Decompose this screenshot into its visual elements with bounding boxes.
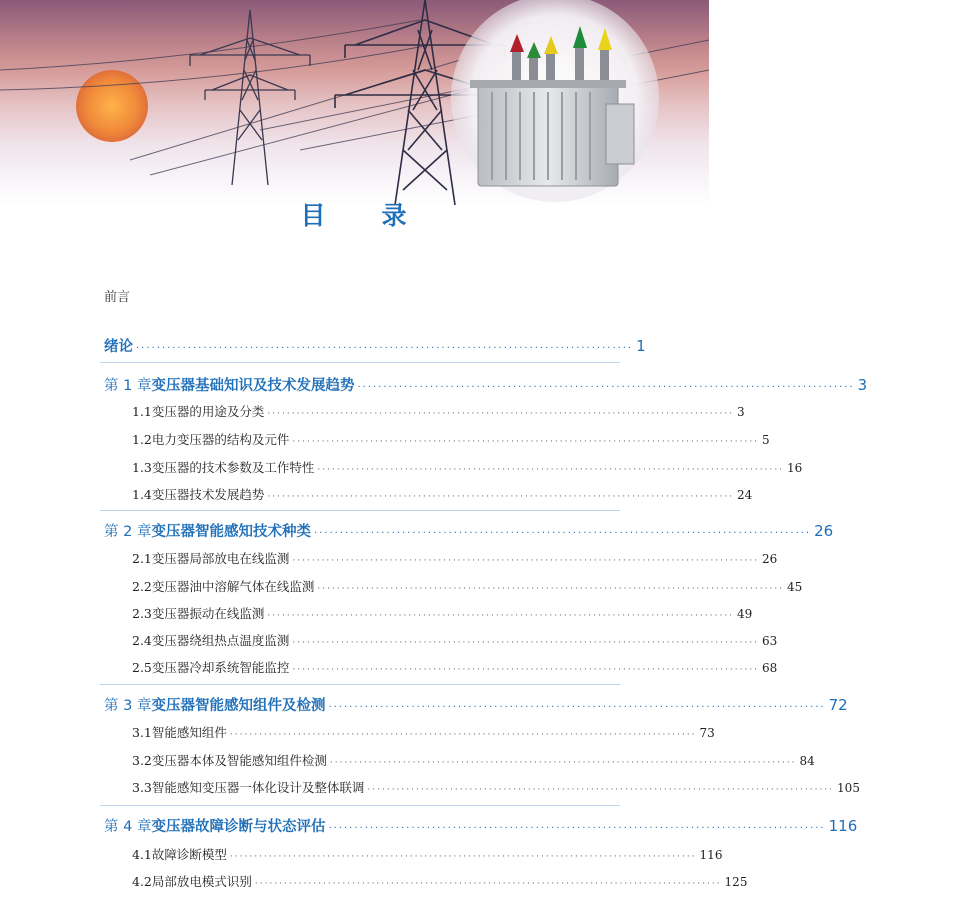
section-number: 1.2 [132, 432, 152, 447]
section-page: 45 [787, 580, 803, 594]
toc-section-3-1[interactable] [0, 723, 715, 741]
section-number: 1.4 [132, 487, 152, 502]
title-char-2: 录 [381, 201, 409, 230]
leader-dots: ································································································ [328, 823, 826, 834]
section-page: 116 [699, 848, 723, 862]
chapter-number: 第 4 章 [104, 819, 152, 835]
section-title: 智能感知变压器一体化设计及整体联调 [151, 780, 365, 795]
section-title: 电力变压器的结构及元件 [151, 432, 290, 447]
divider [100, 510, 620, 511]
leader-dots: ································································································ [254, 879, 722, 889]
section-title: 变压器绕组热点温度监测 [151, 633, 290, 648]
toc-chapter-1[interactable] [0, 374, 868, 395]
section-number: 2.4 [132, 633, 152, 648]
divider [100, 684, 620, 685]
toc-section-1-4[interactable] [0, 485, 753, 503]
leader-dots: ································································································ [136, 343, 634, 354]
toc-chapter-2[interactable] [0, 520, 834, 541]
section-page: 125 [724, 875, 748, 889]
leader-dots: ································································································ [292, 638, 760, 648]
section-page: 68 [762, 661, 778, 675]
chapter-page: 26 [814, 522, 834, 540]
section-number: 4.1 [132, 847, 152, 862]
toc-section-2-3[interactable] [0, 604, 753, 622]
leader-dots: ································································································ [292, 556, 760, 566]
chapter-page: 116 [828, 817, 858, 835]
toc-section-2-5[interactable] [0, 658, 778, 676]
toc-section-2-1[interactable] [0, 549, 778, 567]
leader-dots: ································································································ [229, 852, 697, 862]
chapter-page: 3 [857, 376, 868, 394]
page-title [0, 196, 709, 232]
toc-section-3-3[interactable] [0, 778, 860, 796]
chapter-number: 第 2 章 [104, 524, 152, 540]
toc-preface[interactable]: 前言 [104, 290, 131, 305]
section-title: 变压器冷却系统智能监控 [151, 660, 290, 675]
toc-section-3-2[interactable] [0, 751, 815, 769]
sun-graphic [76, 70, 148, 142]
section-number: 4.2 [132, 874, 152, 889]
section-page: 26 [762, 552, 778, 566]
toc-section-2-2[interactable] [0, 577, 803, 595]
section-title: 变压器油中溶解气体在线监测 [151, 579, 315, 594]
leader-dots: ································································································ [292, 665, 760, 675]
toc-intro-title: 绪论 [104, 339, 133, 355]
leader-dots: ································································································ [267, 409, 735, 419]
section-number: 1.3 [132, 460, 152, 475]
banner-illustration [0, 0, 709, 205]
section-page: 73 [699, 726, 715, 740]
toc-chapter-4[interactable] [0, 815, 858, 836]
section-title: 故障诊断模型 [151, 847, 227, 862]
section-number: 2.5 [132, 660, 152, 675]
leader-dots: ································································································ [267, 611, 735, 621]
title-char-1: 目 [300, 201, 328, 230]
leader-dots: ································································································ [317, 584, 785, 594]
leader-dots: ································································································ [328, 702, 826, 713]
leader-dots: ································································································ [317, 465, 785, 475]
section-page: 63 [762, 634, 778, 648]
chapter-page: 72 [828, 696, 848, 714]
section-number: 3.1 [132, 725, 152, 740]
section-title: 变压器本体及智能感知组件检测 [151, 753, 327, 768]
section-page: 3 [737, 405, 745, 419]
toc-intro[interactable] [0, 335, 709, 356]
section-title: 智能感知组件 [151, 725, 227, 740]
chapter-number: 第 3 章 [104, 698, 152, 714]
section-page: 24 [737, 488, 753, 502]
toc-chapter-3[interactable] [0, 694, 848, 715]
section-page: 5 [762, 433, 770, 447]
section-title: 变压器技术发展趋势 [151, 487, 265, 502]
chapter-title: 变压器故障诊断与状态评估 [151, 819, 326, 835]
section-number: 2.1 [132, 551, 152, 566]
toc-section-1-1[interactable] [0, 402, 745, 420]
section-number: 1.1 [132, 404, 152, 419]
header-banner [0, 0, 709, 205]
chapter-title: 变压器智能感知组件及检测 [151, 698, 326, 714]
leader-dots: ································································································ [367, 785, 835, 795]
section-title: 变压器的技术参数及工作特性 [151, 460, 315, 475]
section-number: 3.2 [132, 753, 152, 768]
section-page: 84 [799, 754, 815, 768]
leader-dots: ································································································ [313, 528, 812, 539]
section-number: 2.3 [132, 606, 152, 621]
chapter-number: 第 1 章 [104, 378, 152, 394]
leader-dots: ································································································ [357, 382, 855, 393]
toc-section-4-2[interactable] [0, 872, 748, 890]
divider [100, 805, 620, 806]
divider [100, 362, 620, 363]
section-page: 105 [837, 781, 860, 795]
power-tower-left [190, 10, 310, 185]
section-title: 局部放电模式识别 [151, 874, 252, 889]
section-title: 变压器的用途及分类 [151, 404, 265, 419]
section-number: 2.2 [132, 579, 152, 594]
chapter-title: 变压器智能感知技术种类 [151, 524, 311, 540]
section-title: 变压器局部放电在线监测 [151, 551, 290, 566]
leader-dots: ································································································ [329, 758, 797, 768]
toc-section-4-1[interactable] [0, 845, 723, 863]
toc-section-2-4[interactable] [0, 631, 778, 649]
leader-dots: ································································································ [292, 437, 760, 447]
section-number: 3.3 [132, 780, 152, 795]
toc-intro-page: 1 [636, 337, 646, 355]
toc-section-1-2[interactable] [0, 430, 770, 448]
leader-dots: ································································································ [267, 492, 735, 502]
section-title: 变压器振动在线监测 [151, 606, 265, 621]
leader-dots: ································································································ [229, 730, 697, 740]
section-page: 16 [787, 461, 803, 475]
chapter-title: 变压器基础知识及技术发展趋势 [151, 378, 355, 394]
section-page: 49 [737, 607, 753, 621]
toc-section-1-3[interactable] [0, 458, 803, 476]
